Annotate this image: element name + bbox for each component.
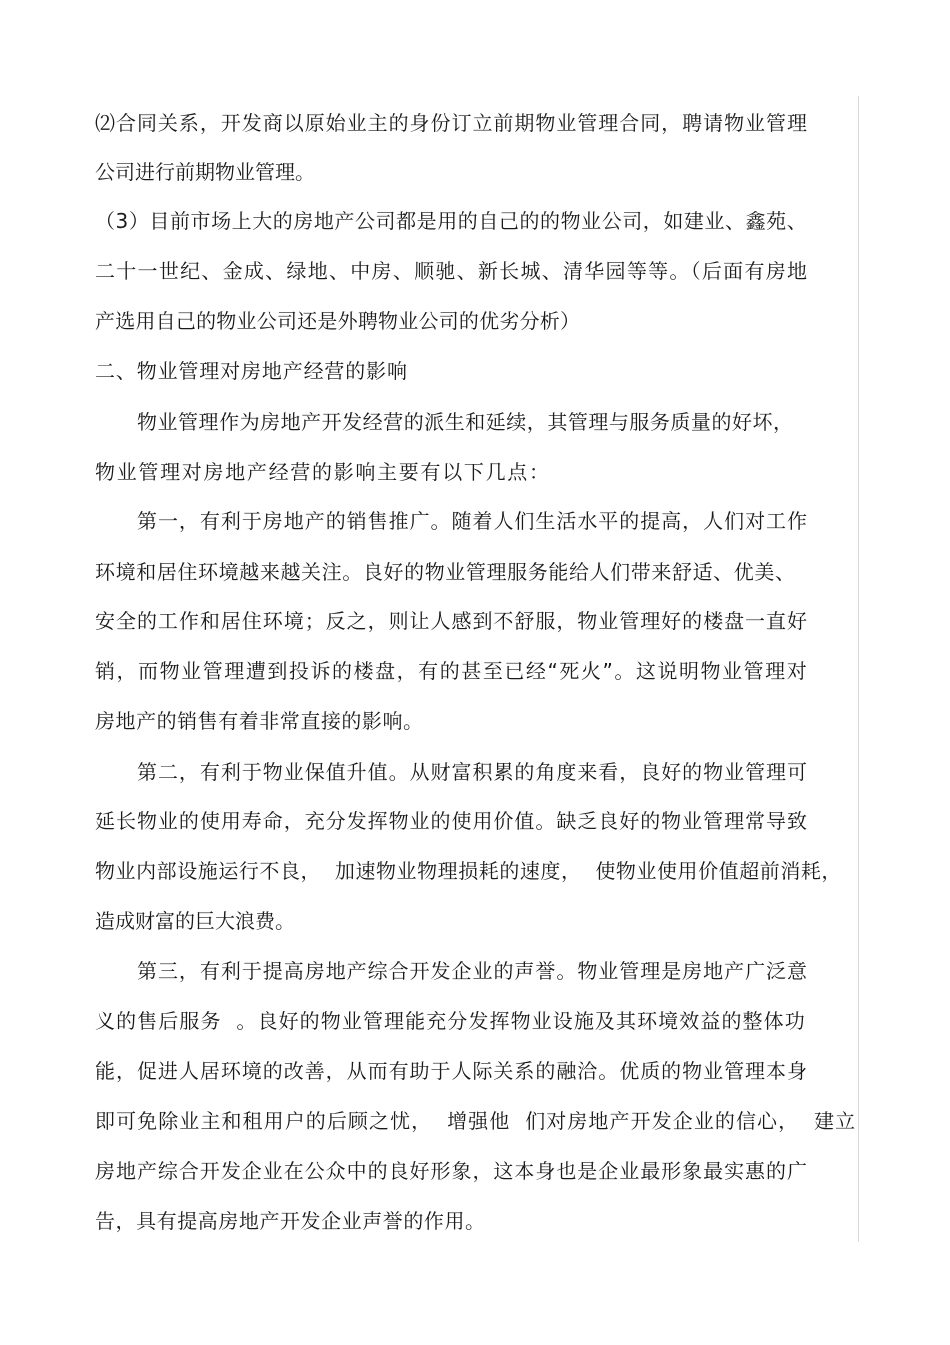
text-line: 物业管理作为房地产开发经营的派生和延续，其管理与服务质量的好坏， — [137, 410, 794, 434]
text-line: 二十一世纪、金成、绿地、中房、顺驰、新长城、清华园等等。（后面有房地 — [95, 259, 809, 283]
text-line: 即可免除业主和租用户的后顾之忧， 增强他 们对房地产开发企业的信心， 建立 — [95, 1109, 857, 1133]
text-line: 安全的工作和居住环境；反之，则让人感到不舒服，物业管理好的楼盘一直好 — [95, 609, 808, 633]
text-line: ⑵合同关系，开发商以原始业主的身份订立前期物业管理合同，聘请物业管理 — [95, 111, 808, 135]
section-heading: 二、物业管理对房地产经营的影响 — [95, 359, 408, 383]
text-line: 能，促进人居环境的改善，从而有助于人际关系的融洽。优质的物业管理本身 — [95, 1059, 808, 1083]
text-line: 第一，有利于房地产的销售推广。随着人们生活水平的提高，人们对工作 — [137, 509, 808, 533]
text-line: 义的售后服务 。良好的物业管理能充分发挥物业设施及其环境效益的整体功 — [95, 1009, 806, 1033]
text-line: 第二，有利于物业保值升值。从财富积累的角度来看，良好的物业管理可 — [137, 760, 808, 784]
text-line: 物业内部设施运行不良， 加速物业物理损耗的速度， 使物业使用价值超前消耗， — [95, 859, 842, 883]
text-line: 公司进行前期物业管理。 — [95, 160, 315, 184]
text-line: 第三，有利于提高房地产综合开发企业的声誉。物业管理是房地产广泛意 — [137, 959, 808, 983]
text-line: 房地产的销售有着非常直接的影响。 — [95, 709, 424, 733]
text-line: 物业管理对房地产经营的影响主要有以下几点： — [95, 460, 551, 484]
text-line: 延长物业的使用寿命，充分发挥物业的使用价值。缺乏良好的物业管理常导致 — [95, 809, 808, 833]
text-line: 销，而物业管理遭到投诉的楼盘，有的甚至已经“死火”。这说明物业管理对 — [95, 659, 809, 683]
text-line: 造成财富的巨大浪费。 — [95, 909, 295, 933]
text-line: 环境和居住环境越来越关注。良好的物业管理服务能给人们带来舒适、优美、 — [95, 560, 796, 584]
right-margin-rule — [858, 96, 859, 1242]
text-line: （3）目前市场上大的房地产公司都是用的自己的的物业公司，如建业、鑫苑、 — [95, 209, 808, 233]
text-line: 产选用自己的物业公司还是外聘物业公司的优劣分析） — [95, 309, 581, 333]
text-line: 告，具有提高房地产开发企业声誉的作用。 — [95, 1209, 486, 1233]
text-line: 房地产综合开发企业在公众中的良好形象，这本身也是企业最形象最实惠的广 — [95, 1159, 808, 1183]
